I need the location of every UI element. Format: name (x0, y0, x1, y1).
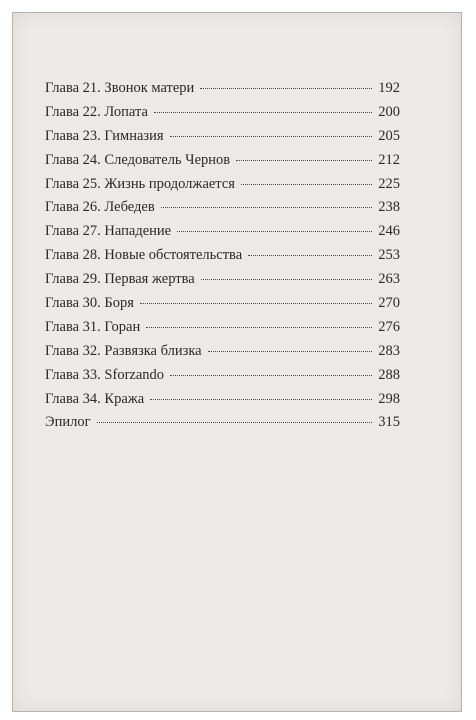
toc-entry-title: Глава 33. Sforzando (45, 366, 165, 383)
toc-entry-page-number: 192 (378, 80, 400, 96)
dot-leader (241, 184, 372, 185)
toc-entry-title: Эпилог (45, 414, 91, 431)
toc-entry-title: Глава 30. Боря (45, 295, 134, 312)
toc-entry-page-number: 283 (378, 342, 400, 359)
toc-entry-title: Глава 31. Горан (45, 318, 141, 335)
dot-leader (150, 399, 372, 400)
toc-entry (45, 149, 400, 173)
toc-entry-page-number: 246 (378, 223, 400, 240)
toc-entry (45, 101, 400, 125)
toc-entry-page-number: 276 (378, 318, 400, 335)
toc-entry-page-number: 238 (378, 199, 400, 216)
toc-entry-page-number: 200 (378, 103, 400, 120)
toc-entry (45, 364, 400, 388)
toc-entry (45, 220, 400, 244)
dot-leader (97, 422, 372, 423)
toc-entry-title: Глава 25. Жизнь продолжается (45, 175, 235, 192)
toc-entry (45, 316, 400, 340)
dot-leader (208, 351, 372, 352)
toc-entry-page-number: 253 (378, 247, 400, 264)
dot-leader (154, 112, 372, 113)
dot-leader (248, 255, 372, 256)
toc-entry-title: Глава 32. Развязка близка (45, 342, 202, 359)
toc-entry-title: Глава 23. Гимназия (45, 127, 164, 144)
dot-leader (170, 136, 372, 137)
toc-entry (45, 244, 400, 268)
toc-entry-page-number: 212 (378, 151, 400, 168)
dot-leader (146, 327, 372, 328)
toc-entry-title: Глава 29. Первая жертва (45, 271, 195, 288)
toc-entry-title: Глава 27. Нападение (45, 223, 172, 240)
toc-entry-page-number: 263 (378, 271, 400, 288)
toc-entry-title: Глава 34. Кража (45, 390, 145, 407)
table-of-contents (45, 77, 400, 435)
toc-entry (45, 77, 400, 101)
dot-leader (177, 231, 372, 232)
toc-entry-page-number: 298 (378, 390, 400, 407)
toc-entry-page-number: 225 (378, 175, 400, 192)
dot-leader (161, 207, 372, 208)
toc-entry-title: Глава 24. Следователь Чернов (45, 151, 231, 168)
toc-entry (45, 340, 400, 364)
dot-leader (140, 303, 372, 304)
dot-leader (200, 88, 372, 89)
toc-entry-page-number: 315 (378, 414, 400, 431)
toc-entry-page-number: 288 (378, 366, 400, 383)
toc-entry (45, 173, 400, 197)
toc-entry (45, 292, 400, 316)
toc-entry-page-number: 205 (378, 127, 400, 144)
toc-entry (45, 411, 400, 435)
toc-entry-title: Глава 22. Лопата (45, 103, 148, 120)
toc-entry (45, 388, 400, 412)
dot-leader (201, 279, 372, 280)
toc-entry-title: Глава 21. Звонок матери (45, 80, 195, 96)
toc-entry (45, 268, 400, 292)
toc-entry-title: Глава 28. Новые обстоятельства (45, 247, 243, 264)
dot-leader (170, 375, 372, 376)
toc-entry-title: Глава 26. Лебедев (45, 199, 155, 216)
toc-entry (45, 125, 400, 149)
dot-leader (236, 160, 372, 161)
toc-entry (45, 196, 400, 220)
toc-entry-page-number: 270 (378, 295, 400, 312)
book-page (12, 12, 462, 712)
